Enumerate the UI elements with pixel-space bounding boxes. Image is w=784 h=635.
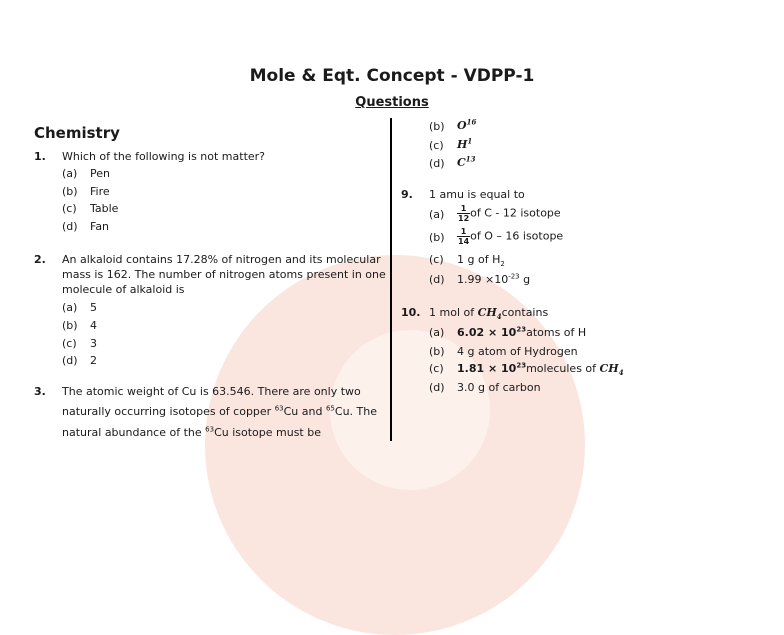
- fraction: $\frac{1}{14}$: [458, 227, 470, 246]
- option-text: Fan: [90, 220, 110, 233]
- option-formula: $H^1$: [457, 136, 473, 151]
- option-text: $1.81 \times 10^{23}molecules$ of $CH_4$: [457, 361, 624, 378]
- question-number: 10.: [401, 306, 421, 319]
- option-label: (b): [429, 231, 445, 244]
- question-number: 3.: [34, 385, 46, 398]
- question-number: 9.: [401, 188, 413, 201]
- question-number: 1.: [34, 150, 46, 163]
- option-text: 4: [90, 319, 97, 332]
- option-text: $6.02 \times 10^{23}atoms$ of H: [457, 325, 587, 339]
- option-text: $\frac{1}{12}$ of C - 12 isotope: [458, 204, 561, 223]
- option-label: (a): [62, 301, 78, 314]
- option-formula: $C^{13}$: [457, 154, 476, 169]
- option-label: (b): [429, 345, 445, 358]
- option-label: (d): [429, 381, 445, 394]
- question-text-line: naturally occurring isotopes of copper $^{63}$Cu and $^{65}$Cu. The: [62, 404, 377, 418]
- question-text: 1 mol of $CH_4contains$: [429, 306, 549, 322]
- subject-heading: Chemistry: [34, 124, 120, 142]
- question-text: Which of the following is not matter?: [62, 150, 266, 163]
- fraction: $\frac{1}{12}$: [458, 204, 470, 223]
- option-label: (c): [62, 202, 77, 215]
- option-label: (b): [62, 185, 78, 198]
- option-label: (a): [429, 208, 445, 221]
- question-text: 1 amu is equal to: [429, 188, 525, 201]
- question-text-line: mass is 162. The number of nitrogen atoms present in one: [62, 268, 386, 281]
- option-label: (d): [62, 354, 78, 367]
- option-label: (c): [62, 337, 77, 350]
- option-text: $1.99 \times 10^{-23}$ g: [457, 272, 531, 286]
- option-label: (b): [429, 120, 445, 133]
- option-label: (d): [429, 273, 445, 286]
- option-text: 4 g atom of Hydrogen: [457, 345, 578, 358]
- option-text: 2: [90, 354, 97, 367]
- page-title: Mole & Eqt. Concept - VDPP-1: [249, 66, 535, 86]
- option-label: (d): [429, 157, 445, 170]
- option-label: (c): [429, 362, 444, 375]
- question-text-line: natural abundance of the $^{63}$Cu isotope must be: [62, 425, 321, 439]
- option-text: Fire: [90, 185, 110, 198]
- option-text: 5: [90, 301, 97, 314]
- option-text: $\frac{1}{14}$ of O – 16 isotope: [458, 227, 564, 246]
- option-label: (c): [429, 139, 444, 152]
- option-formula: $O^{16}$: [457, 117, 477, 132]
- question-number: 2.: [34, 253, 46, 266]
- option-label: (a): [429, 326, 445, 339]
- option-text: Pen: [90, 167, 110, 180]
- option-label: (d): [62, 220, 78, 233]
- option-text: Table: [90, 202, 119, 215]
- option-text: 1 g of $H_2$: [457, 253, 505, 269]
- question-text-line: molecule of alkaloid is: [62, 283, 185, 296]
- column-divider: [390, 118, 392, 441]
- section-subtitle: Questions: [355, 95, 429, 110]
- option-label: (b): [62, 319, 78, 332]
- option-label: (a): [62, 167, 78, 180]
- question-text-line: An alkaloid contains 17.28% of nitrogen and its molecular: [62, 253, 381, 266]
- option-label: (c): [429, 253, 444, 266]
- option-text: 3.0 g of carbon: [457, 381, 541, 394]
- question-text-line: The atomic weight of Cu is 63.546. There are only two: [62, 385, 361, 398]
- option-text: 3: [90, 337, 97, 350]
